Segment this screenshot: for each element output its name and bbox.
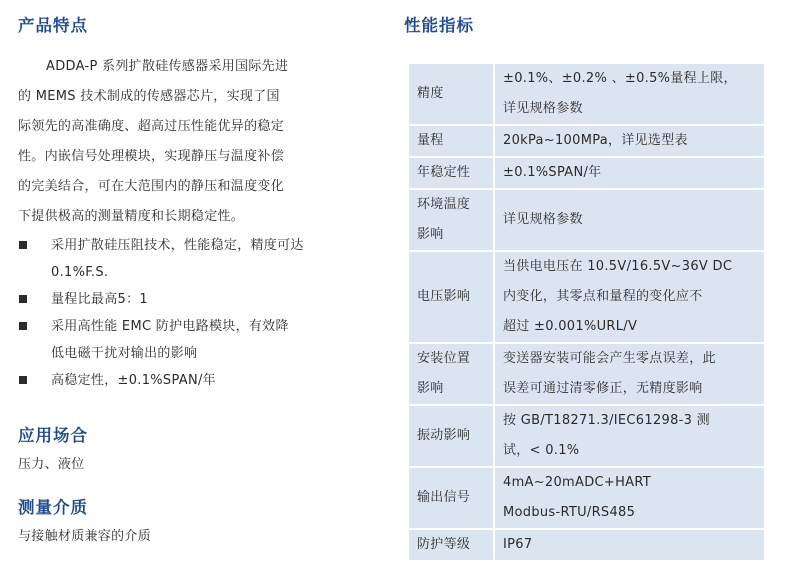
- spec-row: [408, 125, 765, 157]
- intro-line: 际领先的高准确度、超高过压性能优异的稳定: [18, 119, 285, 134]
- intro-line: 性。内嵌信号处理模块，实现静压与温度补偿: [18, 149, 285, 164]
- spec-row: [408, 467, 765, 529]
- spec-key: 精度: [408, 63, 494, 125]
- spec-key: 振动影响: [408, 405, 494, 467]
- intro-line: ADDA-P 系列扩散硅传感器采用国际先进: [46, 59, 289, 74]
- medium-heading: 测量介质: [18, 498, 88, 517]
- bullet-square-icon: [19, 241, 27, 249]
- feature-bullet: 采用扩散硅压阻技术，性能稳定，精度可达 0.1%F.S.: [18, 232, 354, 286]
- left-column: [18, 14, 354, 548]
- spec-value: 4mA~20mADC+HART Modbus-RTU/RS485: [494, 467, 765, 529]
- medium-section: [18, 496, 354, 548]
- feature-bullet: 采用高性能 EMC 防护电路模块，有效降 低电磁干扰对输出的影响: [18, 313, 354, 367]
- applications-text: 压力、液位: [18, 457, 85, 472]
- features-intro: [18, 52, 354, 232]
- intro-line: 下提供极高的测量精度和长期稳定性。: [18, 209, 245, 224]
- medium-text: 与接触材质兼容的介质: [18, 529, 152, 544]
- intro-line: 的完美结合，可在大范围内的静压和温度变化: [18, 179, 285, 194]
- applications-section: [18, 424, 354, 476]
- features-bullet-list: [18, 232, 354, 394]
- spec-row: [408, 529, 765, 561]
- feature-bullet: 量程比最高5：1: [18, 286, 354, 313]
- bullet-square-icon: [19, 295, 27, 303]
- spec-key: 电压影响: [408, 251, 494, 343]
- spec-row: [408, 157, 765, 189]
- spec-key: 输出信号: [408, 467, 494, 529]
- applications-heading: 应用场合: [18, 426, 88, 445]
- spec-row: [408, 343, 765, 405]
- spec-value: 20kPa~100MPa，详见选型表: [494, 125, 765, 157]
- spec-value: 详见规格参数: [494, 189, 765, 251]
- bullet-square-icon: [19, 376, 27, 384]
- features-heading: 产品特点: [18, 16, 88, 35]
- spec-value: 当供电电压在 10.5V/16.5V~36V DC 内变化，其零点和量程的变化应不 超过 ±0.001%URL/V: [494, 251, 765, 343]
- spec-key: 安装位置 影响: [408, 343, 494, 405]
- spec-row: [408, 405, 765, 467]
- spec-row: [408, 251, 765, 343]
- spec-value: IP67: [494, 529, 765, 561]
- specs-heading: 性能指标: [404, 16, 474, 35]
- spec-key: 量程: [408, 125, 494, 157]
- bullet-square-icon: [19, 322, 27, 330]
- spec-key: 环境温度 影响: [408, 189, 494, 251]
- intro-line: 的 MEMS 技术制成的传感器芯片，实现了国: [18, 89, 280, 104]
- spec-key: 年稳定性: [408, 157, 494, 189]
- spec-row: [408, 63, 765, 125]
- spec-value: 按 GB/T18271.3/IEC61298-3 测 试，< 0.1%: [494, 405, 765, 467]
- spec-value: ±0.1%、±0.2% 、±0.5%量程上限， 详见规格参数: [494, 63, 765, 125]
- feature-bullet: 高稳定性，±0.1%SPAN/年: [18, 367, 354, 394]
- spec-row: [408, 189, 765, 251]
- spec-value: ±0.1%SPAN/年: [494, 157, 765, 189]
- specs-table: [407, 62, 766, 562]
- right-column: [404, 14, 766, 38]
- spec-key: 防护等级: [408, 529, 494, 561]
- spec-value: 变送器安装可能会产生零点误差，此 误差可通过清零修正，无精度影响: [494, 343, 765, 405]
